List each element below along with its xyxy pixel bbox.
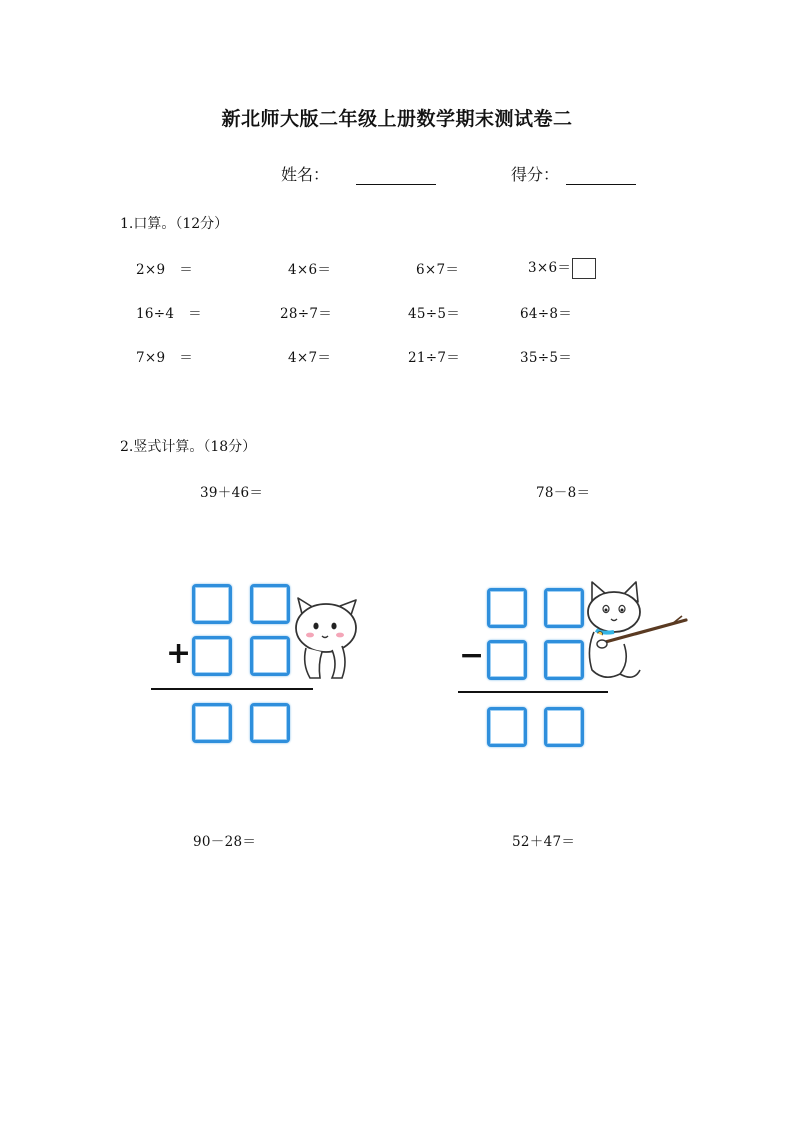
digit-box[interactable]	[544, 640, 584, 680]
digit-box[interactable]	[250, 703, 290, 743]
minus-sign: −	[459, 638, 485, 673]
problem-r3-c1: 7×9 ＝	[136, 350, 193, 366]
problem-r1-c2: 4×6＝	[288, 262, 332, 278]
column-problem-4: 52＋47＝	[512, 834, 576, 850]
column-problem-3: 90－28＝	[193, 834, 257, 850]
digit-box[interactable]	[487, 588, 527, 628]
score-field[interactable]	[511, 162, 636, 185]
cat-mascot-icon	[288, 592, 364, 682]
score-label: 得分：	[511, 165, 560, 184]
problem-r2-c2: 28÷7＝	[280, 306, 333, 322]
cat-with-stick-icon	[580, 578, 690, 688]
digit-box[interactable]	[487, 640, 527, 680]
name-field[interactable]	[281, 162, 436, 185]
problem-r1-c4-text: 3×6＝	[528, 260, 572, 276]
digit-box[interactable]	[544, 588, 584, 628]
page-title: 新北师大版二年级上册数学期末测试卷二	[221, 108, 573, 130]
plus-sign: +	[166, 636, 192, 671]
digit-box[interactable]	[192, 703, 232, 743]
section1-heading: 1.口算。（12分）	[120, 216, 229, 232]
problem-r3-c2: 4×7＝	[288, 350, 332, 366]
digit-box[interactable]	[487, 707, 527, 747]
digit-box[interactable]	[250, 584, 290, 624]
name-label: 姓名：	[281, 165, 330, 184]
column-problem-2: 78－8＝	[536, 485, 591, 501]
problem-r3-c4: 35÷5＝	[520, 350, 573, 366]
digit-box[interactable]	[250, 636, 290, 676]
problem-r1-c1: 2×9 ＝	[136, 262, 193, 278]
digit-box[interactable]	[192, 584, 232, 624]
problem-r1-c4	[528, 256, 596, 279]
digit-box[interactable]	[192, 636, 232, 676]
problem-r2-c3: 45÷5＝	[408, 306, 461, 322]
sum-line	[151, 688, 313, 690]
problem-r2-c4: 64÷8＝	[520, 306, 573, 322]
column-problem-1: 39＋46＝	[200, 485, 264, 501]
problem-r3-c3: 21÷7＝	[408, 350, 461, 366]
name-blank[interactable]	[356, 168, 436, 185]
difference-line	[458, 691, 608, 693]
answer-box[interactable]	[572, 258, 596, 279]
digit-box[interactable]	[544, 707, 584, 747]
section2-heading: 2.竖式计算。（18分）	[120, 439, 257, 455]
score-blank[interactable]	[566, 168, 636, 185]
problem-r2-c1: 16÷4 ＝	[136, 306, 202, 322]
problem-r1-c3: 6×7＝	[416, 262, 460, 278]
